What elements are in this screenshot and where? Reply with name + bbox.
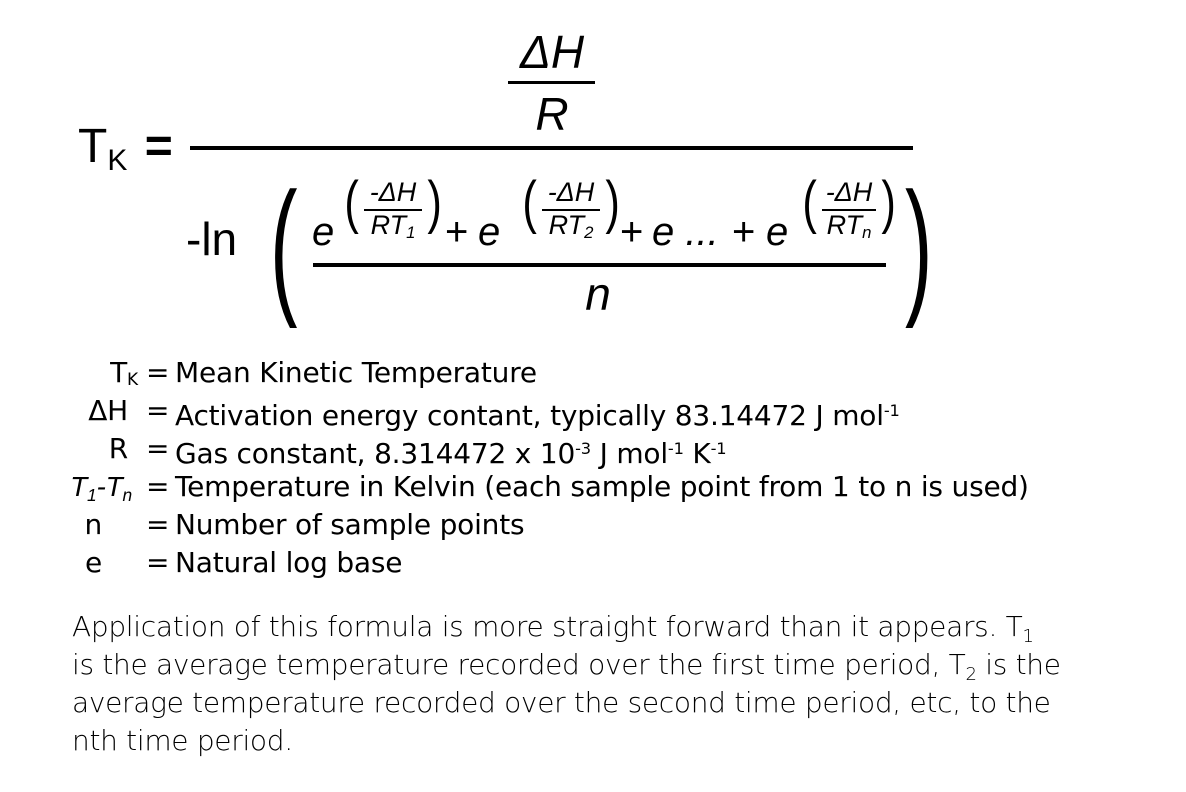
- term-4-plus: +: [732, 210, 756, 254]
- legend-equals: =: [146, 470, 170, 503]
- divisor-n: n: [585, 268, 611, 320]
- legend-definition: Activation energy contant, typically 83.14472 J mol$^{-1}$: [175, 398, 900, 432]
- paragraph-line-3: average temperature recorded over the second time period, etc, to the: [72, 686, 1051, 719]
- legend-symbol: ΔH: [88, 394, 128, 427]
- term-2-plus: +: [445, 210, 469, 254]
- exp-close-paren: ): [881, 170, 896, 235]
- legend-symbol: TK: [110, 356, 138, 390]
- formula-lhs: [78, 119, 173, 189]
- legend-equals: =: [146, 546, 170, 579]
- term-4-exponent: [802, 170, 896, 243]
- numerator-bottom: R: [535, 88, 569, 140]
- lhs-symbol: T: [78, 120, 108, 173]
- legend: [30, 354, 1130, 584]
- term-1-base: e: [312, 210, 335, 254]
- legend-definition: Mean Kinetic Temperature: [175, 356, 537, 389]
- legend-definition: Temperature in Kelvin (each sample point from 1 to n is used): [175, 470, 1029, 503]
- main-fraction-bar: [190, 146, 913, 150]
- legend-definition: Gas constant, 8.314472 x $10^{-3}$ J mol$^{-1}$ $K^{-1}$: [175, 436, 727, 470]
- exp-open-paren: (: [522, 170, 537, 235]
- exp-open-paren: (: [802, 170, 817, 235]
- legend-definition: Number of sample points: [175, 508, 525, 541]
- lhs-equals: =: [144, 120, 173, 173]
- exp-numerator: -ΔH: [825, 177, 873, 207]
- exp-denominator: $RT_2$: [548, 210, 594, 243]
- legend-symbol: n: [84, 508, 102, 541]
- legend-definition: Natural log base: [175, 546, 403, 579]
- numerator-top: ΔH: [519, 26, 585, 78]
- exp-close-paren: ): [605, 170, 620, 235]
- exp-numerator: -ΔH: [547, 177, 595, 207]
- open-paren: (: [270, 161, 298, 329]
- term-3-base: e ...: [652, 210, 719, 254]
- term-1-exponent: [344, 170, 442, 243]
- legend-symbol: R: [108, 432, 128, 465]
- exp-close-paren: ): [427, 170, 442, 235]
- exp-numerator: -ΔH: [369, 177, 417, 207]
- term-2-base: e: [478, 210, 501, 254]
- exp-denominator: $RT_1$: [370, 210, 416, 243]
- inner-fraction-bar: [313, 263, 886, 267]
- term-4-base: e: [766, 210, 789, 254]
- term-2-exponent: [522, 170, 620, 243]
- paragraph-line-1: Application of this formula is more straight forward than it appears. $T_1$: [72, 610, 1034, 647]
- legend-equals: =: [146, 508, 170, 541]
- legend-equals: =: [146, 394, 170, 427]
- legend-symbol: $T_1-T_n$: [70, 471, 132, 505]
- paragraph-line-4: nth time period.: [72, 724, 293, 757]
- lhs-subscript: K: [107, 144, 128, 177]
- paragraph-line-2: is the average temperature recorded over the first time period, $T_2$ is the: [72, 648, 1061, 685]
- neg-ln: -ln: [186, 213, 238, 265]
- legend-equals: =: [146, 356, 170, 389]
- term-3-plus: +: [620, 210, 644, 254]
- exp-denominator: $RT_n$: [826, 210, 872, 243]
- legend-symbol: e: [84, 546, 102, 579]
- legend-equals: =: [146, 432, 170, 465]
- close-paren: ): [905, 161, 933, 329]
- exp-open-paren: (: [344, 170, 359, 235]
- numerator-fraction-bar: [508, 81, 595, 84]
